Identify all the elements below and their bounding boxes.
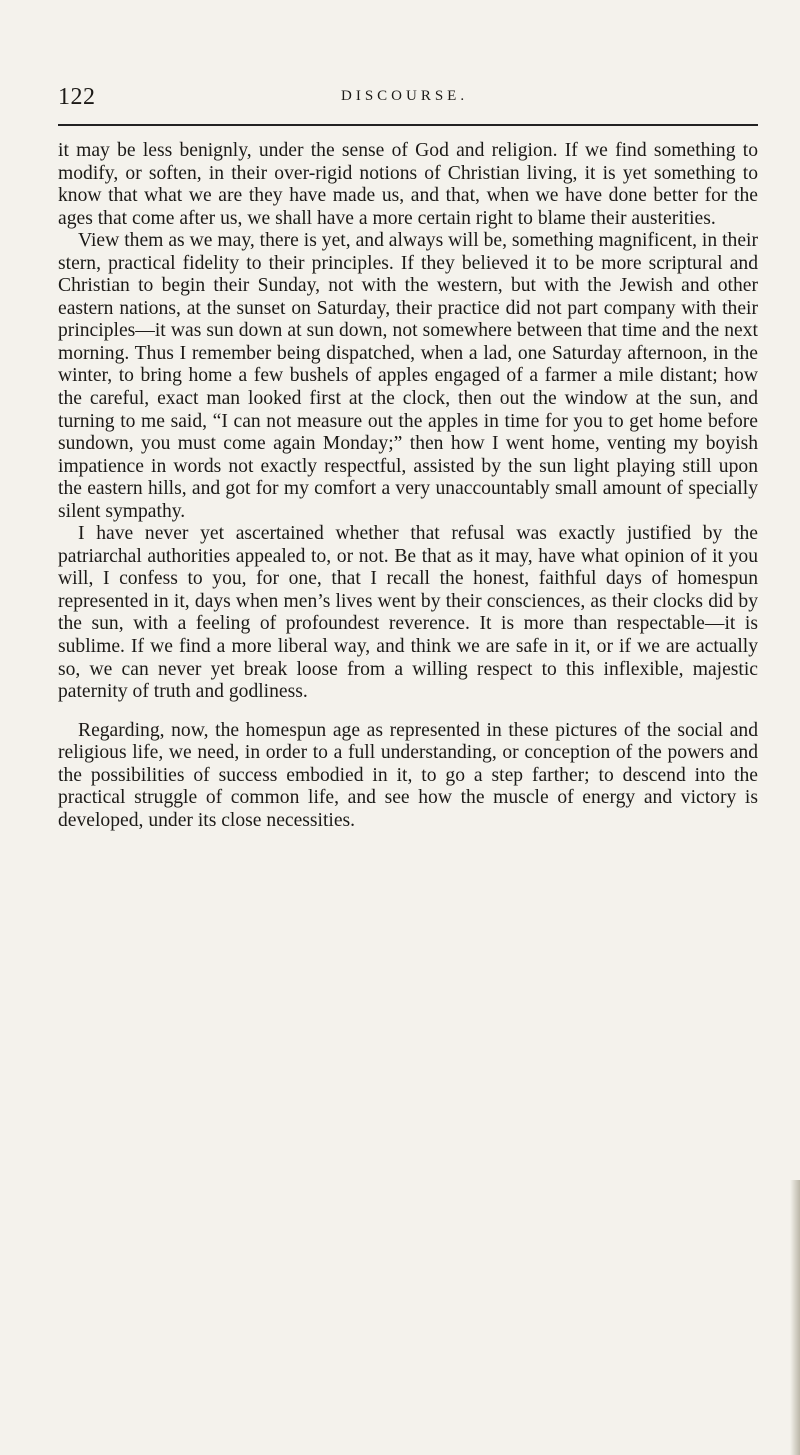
running-head — [58, 84, 758, 114]
paragraph: View them as we may, there is yet, and always will be, something magnificent, in their stern, practical fidelity to their principles. If they believed it to be more scriptural and Christian to begin their Sunday, not with the western, but with the Jewish and other eastern nations, at the sunset on Saturday, their practice did not part company with their principles—it was sun down at sun down, not somewhere between that time and the next morning. Thus I remember being dispatched, when a lad, one Saturday afternoon, in the winter, to bring home a few bushels of apples engaged of a farmer a mile distant; how the careful, exact man looked first at the clock, then out the window at the sun, and turning to me said, “I can not measure out the apples in time for you to get home before sundown, you must come again Monday;” then how I went home, venting my boyish impatience in words not exactly respectful, assisted by the sun light playing still upon the eastern hills, and got for my comfort a very unaccountably small amount of specially silent sympathy. — [58, 230, 758, 522]
paragraph: Regarding, now, the homespun age as represented in these pictures of the social and religious life, we need, in order to a full understanding, or conception of the powers and the possibilities of success embodied in it, to go a step farther; to descend into the practical struggle of common life, and see how the muscle of energy and victory is developed, under its close necessities. — [58, 719, 758, 831]
page-edge-shadow — [790, 1180, 800, 1455]
header-rule — [58, 124, 758, 126]
paragraph-continued: it may be less benignly, under the sense of God and religion. If we find something to modify, or soften, in their over-rigid notions of Christian living, it is yet something to know that what we are they have made us, and that, when we have done better for the ages that come after us, we shall have a more certain right to blame their austerities. — [58, 140, 758, 229]
body-text — [58, 140, 758, 832]
running-title: DISCOURSE. — [341, 88, 469, 104]
page-number: 122 — [58, 84, 96, 110]
paragraph: I have never yet ascertained whether that refusal was exactly justified by the patriarchal authorities appealed to, or not. Be that as it may, have what opinion of it you will, I confess to you, for one, that I recall the honest, faithful days of homespun represented in it, days when men’s lives went by their consciences, as their clocks did by the sun, with a feeling of profoundest reverence. It is more than respectable—it is sublime. If we find a more liberal way, and think we are safe in it, or if we are actually so, we can never yet break loose from a willing respect to this inflexible, majestic paternity of truth and godliness. — [58, 523, 758, 703]
